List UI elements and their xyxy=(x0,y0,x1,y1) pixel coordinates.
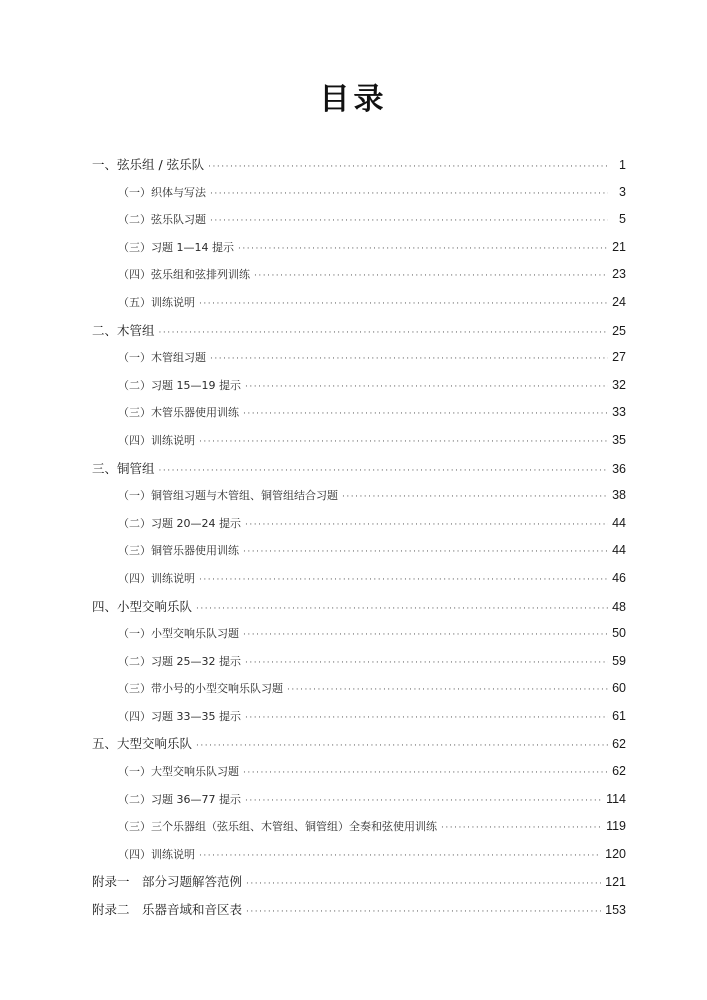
toc-section-entry[interactable] xyxy=(92,841,626,869)
toc-section-entry[interactable] xyxy=(92,620,626,648)
toc-page-number: 44 xyxy=(612,543,626,558)
toc-entry-label: 四、小型交响乐队 xyxy=(92,598,193,614)
toc-entry-label: （四）弦乐组和弦排列训练 xyxy=(118,268,250,282)
toc-entry-label: （四）习题 33—35 提示 xyxy=(118,709,241,723)
toc-entry-label: （四）训练说明 xyxy=(118,847,195,861)
toc-entry-label: （一）铜管组习题与木管组、铜管组结合习题 xyxy=(118,489,338,503)
toc-entry-label: （三）三个乐器组（弦乐组、木管组、铜管组）全奏和弦使用训练 xyxy=(118,820,437,834)
toc-entry-label: （二）习题 15—19 提示 xyxy=(118,378,241,392)
toc-section-entry[interactable] xyxy=(92,482,626,510)
toc-entry-label: （三）木管乐器使用训练 xyxy=(118,406,239,420)
dot-leader xyxy=(199,843,601,871)
toc-chapter-entry[interactable] xyxy=(92,455,626,483)
toc-chapter-entry[interactable] xyxy=(92,730,626,758)
toc-section-entry[interactable] xyxy=(92,648,626,676)
toc-entry-label: 五、大型交响乐队 xyxy=(92,736,193,752)
toc-entry-label: （一）大型交响乐队习题 xyxy=(118,765,239,779)
toc-page-number: 62 xyxy=(612,764,626,779)
dot-leader xyxy=(210,208,608,236)
toc-entry-label: 一、弦乐组 / 弦乐队 xyxy=(92,157,205,172)
toc-entry-label: （二）习题 25—32 提示 xyxy=(118,654,241,668)
dot-leader xyxy=(159,320,608,348)
toc-entry-label: 附录一 部分习题解答范例 xyxy=(92,874,243,890)
dot-leader xyxy=(196,733,608,761)
toc-page-number: 1 xyxy=(619,158,626,172)
toc-chapter-entry[interactable] xyxy=(92,868,626,896)
toc-page-number: 62 xyxy=(612,737,626,752)
dot-leader xyxy=(342,484,608,512)
toc-page-number: 38 xyxy=(612,488,626,503)
dot-leader xyxy=(199,429,608,457)
toc-page-number: 50 xyxy=(612,626,626,641)
toc-page-number: 32 xyxy=(612,377,626,392)
toc-section-entry[interactable] xyxy=(92,179,626,207)
toc-section-entry[interactable] xyxy=(92,758,626,786)
toc-entry-label: （二）习题 20—24 提示 xyxy=(118,516,241,530)
toc-entry-label: （三）习题 1—14 提示 xyxy=(118,240,234,254)
toc-entry-label: （四）训练说明 xyxy=(118,571,195,585)
dot-leader xyxy=(245,788,602,816)
toc-section-entry[interactable] xyxy=(92,206,626,234)
toc-page-number: 24 xyxy=(612,294,626,309)
toc-page-number: 44 xyxy=(612,515,626,530)
toc-section-entry[interactable] xyxy=(92,786,626,814)
toc-entry-label: （三）带小号的小型交响乐队习题 xyxy=(118,682,283,696)
dot-leader xyxy=(441,815,602,843)
toc-entry-label: （三）铜管乐器使用训练 xyxy=(118,544,239,558)
toc-page-number: 25 xyxy=(612,323,626,338)
toc-chapter-entry[interactable] xyxy=(92,896,626,924)
toc-section-entry[interactable] xyxy=(92,372,626,400)
toc-section-entry[interactable] xyxy=(92,565,626,593)
toc-page-number: 48 xyxy=(612,599,626,614)
toc-page-number: 36 xyxy=(612,461,626,476)
toc-entry-label: （二）习题 36—77 提示 xyxy=(118,792,241,806)
dot-leader xyxy=(243,401,608,429)
toc-section-entry[interactable] xyxy=(92,427,626,455)
toc-entry-label: （一）木管组习题 xyxy=(118,351,206,365)
dot-leader xyxy=(210,346,608,374)
toc-entry-label: 三、铜管组 xyxy=(92,460,155,476)
toc-page-number: 3 xyxy=(619,184,626,199)
dot-leader xyxy=(245,374,608,402)
toc-chapter-entry[interactable] xyxy=(92,317,626,345)
toc-page-number: 46 xyxy=(612,570,626,585)
toc-section-entry[interactable] xyxy=(92,234,626,262)
toc-section-entry[interactable] xyxy=(92,537,626,565)
dot-leader xyxy=(243,760,608,788)
toc-section-entry[interactable] xyxy=(92,675,626,703)
toc-entry-label: （二）弦乐队习题 xyxy=(118,213,206,227)
dot-leader xyxy=(210,181,608,209)
dot-leader xyxy=(246,871,601,899)
dot-leader xyxy=(159,458,608,486)
toc-page-number: 120 xyxy=(605,846,626,861)
dot-leader xyxy=(199,567,608,595)
toc-chapter-entry[interactable] xyxy=(92,593,626,621)
toc-page-number: 5 xyxy=(619,212,626,227)
toc-entry-label: 二、木管组 xyxy=(92,322,155,338)
toc-section-entry[interactable] xyxy=(92,510,626,538)
toc-page-number: 33 xyxy=(612,405,626,420)
dot-leader xyxy=(245,512,608,540)
toc-page-number: 119 xyxy=(606,819,626,834)
dot-leader xyxy=(238,236,608,264)
toc-section-entry[interactable] xyxy=(92,703,626,731)
toc-entry-label: （一）小型交响乐队习题 xyxy=(118,627,239,641)
table-of-contents xyxy=(92,151,626,924)
dot-leader xyxy=(199,291,608,319)
page-title: 目录 xyxy=(319,82,388,117)
toc-page-number: 121 xyxy=(605,875,626,890)
toc-page-number: 60 xyxy=(612,681,626,696)
toc-entry-label: （五）训练说明 xyxy=(118,295,195,309)
toc-page-number: 61 xyxy=(612,708,626,723)
toc-page-number: 35 xyxy=(612,432,626,447)
toc-section-entry[interactable] xyxy=(92,399,626,427)
toc-page-number: 114 xyxy=(606,791,626,806)
dot-leader xyxy=(245,705,608,733)
toc-page-number: 27 xyxy=(612,350,626,365)
toc-chapter-entry[interactable] xyxy=(92,151,626,179)
toc-section-entry[interactable] xyxy=(92,261,626,289)
dot-leader xyxy=(254,263,608,291)
dot-leader xyxy=(243,622,608,650)
toc-entry-label: （一）织体与写法 xyxy=(118,185,206,199)
dot-leader xyxy=(243,539,608,567)
toc-page-number: 59 xyxy=(612,653,626,668)
toc-entry-label: （四）训练说明 xyxy=(118,433,195,447)
toc-page-number: 23 xyxy=(612,267,626,282)
dot-leader xyxy=(208,154,608,182)
dot-leader xyxy=(246,899,601,927)
dot-leader xyxy=(287,677,608,705)
toc-entry-label: 附录二 乐器音域和音区表 xyxy=(92,902,243,918)
toc-section-entry[interactable] xyxy=(92,289,626,317)
toc-page-number: 153 xyxy=(605,903,626,918)
toc-section-entry[interactable] xyxy=(92,813,626,841)
toc-page-number: 21 xyxy=(612,239,626,254)
dot-leader xyxy=(245,650,608,678)
toc-section-entry[interactable] xyxy=(92,344,626,372)
dot-leader xyxy=(196,596,608,624)
